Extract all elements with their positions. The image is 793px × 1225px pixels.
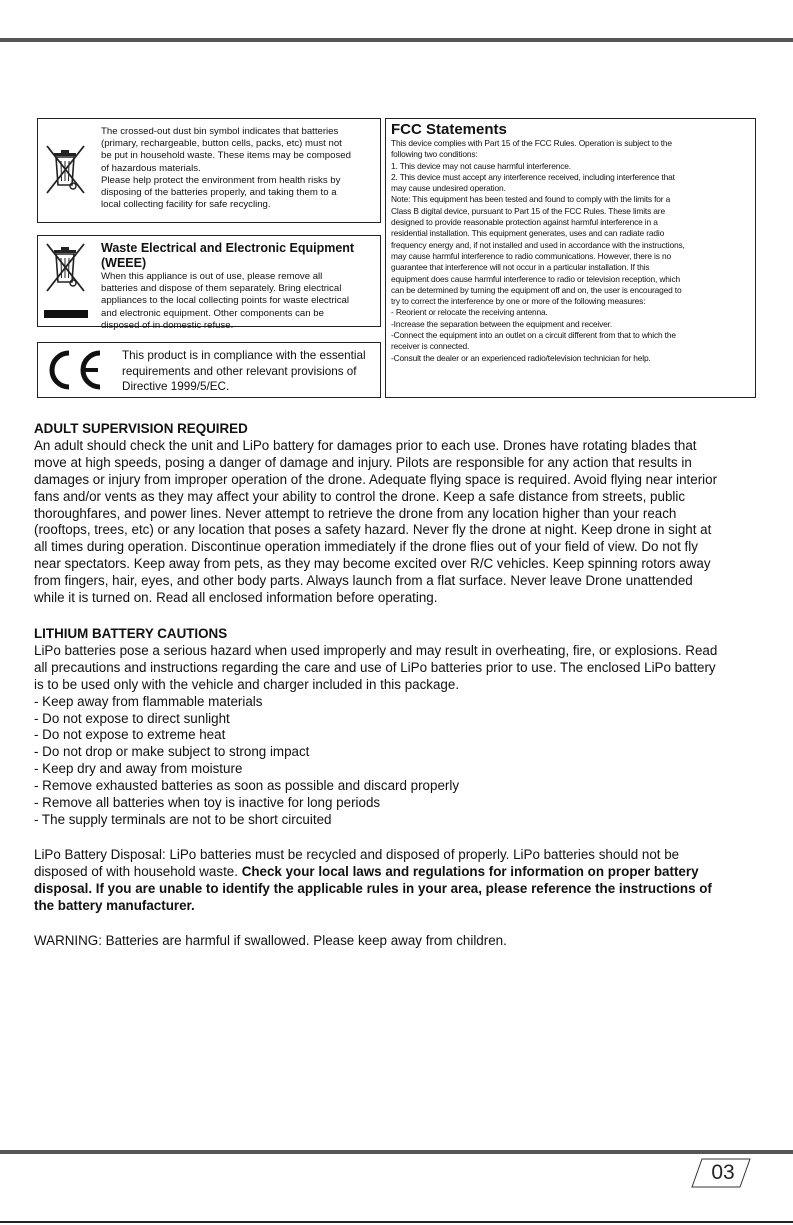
- text-line: 2. This device must accept any interference received, including interference that: [391, 171, 675, 182]
- weee-bin-icon: [44, 242, 88, 320]
- warning-line: [34, 933, 759, 950]
- text-line: -Connect the equipment into an outlet on a circuit different from that to which the: [391, 330, 676, 341]
- text-line: An adult should check the unit and LiPo battery for damages prior to each use. Drones have rotating blades that: [34, 437, 697, 453]
- text-line: be put in household waste. These items may be composed: [101, 150, 351, 162]
- list-item: - Keep away from flammable materials: [34, 693, 263, 709]
- text-line: damages or injury from improper operation of the drone. Adequate flying space is required. Avoid flying near interior: [34, 471, 718, 487]
- text-line: local collecting facility for safe recycling.: [101, 199, 271, 211]
- text-line: This device complies with Part 15 of the FCC Rules. Operation is subject to the: [391, 138, 672, 148]
- list-item: - Do not expose to direct sunlight: [34, 710, 230, 726]
- text-line: Please help protect the environment from health risks by: [101, 174, 341, 186]
- fcc-title: FCC Statements: [391, 121, 507, 138]
- text-line: When this appliance is out of use, please remove all: [101, 271, 323, 282]
- lithium-battery-section: [34, 626, 759, 829]
- text-line: The crossed-out dust bin symbol indicates that batteries: [101, 126, 339, 137]
- text-line: 1. This device may not cause harmful interference.: [391, 160, 571, 171]
- list-item: - Remove all batteries when toy is inactive for long periods: [34, 795, 381, 811]
- section-title: ADULT SUPERVISION REQUIRED: [34, 421, 248, 436]
- fcc-statements-box: [385, 118, 756, 398]
- list-item: - The supply terminals are not to be short circuited: [34, 811, 332, 827]
- weee-box: [37, 235, 381, 331]
- text-line: - Reorient or relocate the receiving antenna.: [391, 307, 548, 318]
- footer-rule: [0, 1150, 793, 1154]
- text-line: all times during operation. Discontinue operation immediately if the drone flies out of your field of view. Do not fly: [34, 539, 698, 555]
- text-line: -Increase the separation between the equipment and receiver.: [391, 318, 612, 329]
- list-item: - Keep dry and away from moisture: [34, 761, 243, 777]
- list-item: - Do not drop or make subject to strong impact: [34, 744, 310, 760]
- ce-compliance-box: [37, 342, 381, 398]
- adult-supervision-section: [34, 421, 759, 607]
- ce-mark-icon: [45, 349, 105, 391]
- text-line: while it is turned on. Read all enclosed information before operating.: [34, 590, 438, 606]
- text-line: equipment does cause harmful interference to radio or television reception, which: [391, 273, 681, 284]
- text-line: Class B digital device, pursuant to Part 15 of the FCC Rules. These limits are: [391, 205, 665, 216]
- text-line: near spectators. Keep away from pets, as they may become excited over R/C vehicles. Keep spinning rotors away: [34, 556, 711, 572]
- text-line: following two conditions:: [391, 149, 478, 160]
- text-normal: disposed of with household waste.: [34, 863, 242, 879]
- text-line: (rooftops, trees, etc) or any location that poses a safety hazard. Never fly the drone at night. Keep drone in sight at: [34, 522, 712, 538]
- text-line: of hazardous materials.: [101, 162, 201, 174]
- battery-disposal-box: [37, 118, 381, 223]
- weee-text: [101, 241, 380, 332]
- bottom-edge-rule: [0, 1221, 793, 1223]
- text-line: residential installation. This equipment generates, uses and can radiate radio: [391, 228, 665, 239]
- page-number: 03: [711, 1161, 735, 1184]
- list-item: - Do not expose to extreme heat: [34, 727, 226, 743]
- text-line: fans and/or vents as they may affect your ability to control the drone. Keep a safe distance from streets, public: [34, 488, 686, 504]
- text-line: receiver is connected.: [391, 341, 470, 352]
- text-line: may cause undesired operation.: [391, 183, 506, 194]
- text-line: disposing of the batteries properly, and taking them to a: [101, 187, 337, 199]
- battery-disposal-text: [101, 126, 351, 211]
- text-line: Note: This equipment has been tested and found to comply with the limits for a: [391, 194, 671, 205]
- text-line: designed to provide reasonable protection against harmful interference in a: [391, 217, 658, 228]
- section-title: LITHIUM BATTERY CAUTIONS: [34, 626, 228, 641]
- list-item: - Remove exhausted batteries as soon as possible and discard properly: [34, 778, 460, 794]
- crossed-bin-icon: [44, 143, 88, 197]
- text-line: is to be used only with the vehicle and charger included in this package.: [34, 676, 460, 692]
- text-line: appliances to the local collecting points for waste electrical: [101, 295, 349, 307]
- text-line: -Consult the dealer or an experienced radio/television technician for help.: [391, 352, 651, 363]
- text-line: (primary, rechargeable, button cells, packs, etc) must not: [101, 138, 342, 150]
- text-line: all precautions and instructions regarding the care and use of LiPo batteries prior to use. The enclosed LiPo battery: [34, 659, 716, 675]
- text-line: [34, 864, 759, 881]
- text-line: disposed of in domestic refuse.: [101, 319, 234, 331]
- text-line: and electronic equipment. Other components can be: [101, 307, 324, 319]
- text-line: may cause harmful interference to radio communications. However, there is no: [391, 250, 671, 261]
- warning-text: WARNING: Batteries are harmful if swallowed. Please keep away from children.: [34, 933, 507, 948]
- text-line: thoroughfares, and power lines. Never attempt to retrieve the drone from any location higher than your reach: [34, 505, 677, 521]
- text-line: LiPo batteries pose a serious hazard when used improperly and may result in overheating, fire, or explosions. Read: [34, 642, 718, 658]
- text-line: disposal. If you are unable to identify the applicable rules in your area, please reference the instructions of: [34, 880, 712, 896]
- text-line: from fingers, hair, eyes, and other body parts. Always launch from a flat surface. Never leave Drone unattended: [34, 573, 693, 589]
- text-line: batteries and dispose of them separately. Bring electrical: [101, 283, 342, 295]
- text-line: Directive 1999/5/EC.: [122, 380, 230, 393]
- battery-disposal-paragraph: [34, 847, 759, 915]
- text-bold: Check your local laws and regulations for information on proper battery: [241, 863, 699, 879]
- text-line: LiPo Battery Disposal: LiPo batteries must be recycled and disposed of properly. LiPo batteries should not be: [34, 847, 680, 862]
- fcc-body: [391, 138, 753, 364]
- header-rule: [0, 38, 793, 42]
- text-line: frequency energy and, if not installed and used in accordance with the instructions,: [391, 239, 685, 250]
- text-line: This product is in compliance with the essential: [122, 349, 366, 362]
- text-line: guarantee that interference will not occur in a particular installation. If this: [391, 262, 650, 273]
- text-line: requirements and other relevant provisions of: [122, 364, 357, 378]
- text-line: can be determined by turning the equipment off and on, the user is encouraged to: [391, 284, 682, 295]
- weee-heading: Waste Electrical and Electronic Equipment (WEEE): [101, 241, 355, 270]
- text-line: the battery manufacturer.: [34, 897, 195, 913]
- text-line: move at high speeds, posing a danger of damage and injury. Pilots are responsible for any action that results in: [34, 454, 692, 470]
- text-line: try to correct the interference by one or more of the following measures:: [391, 296, 646, 307]
- ce-text: [122, 348, 366, 395]
